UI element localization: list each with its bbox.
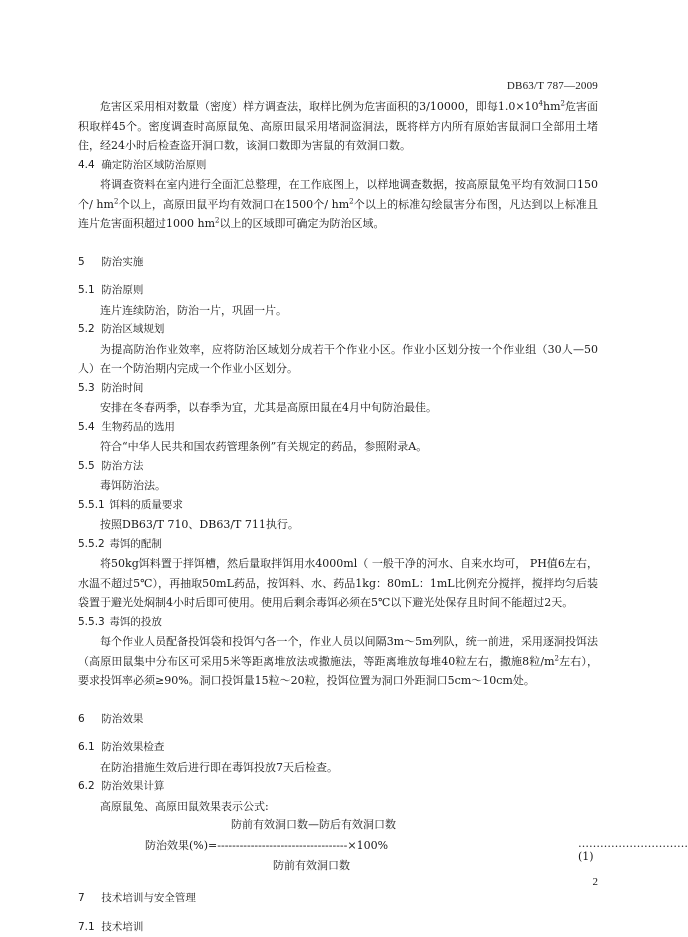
formula-lhs: 防治效果(%)= — [145, 839, 217, 852]
heading-5-5-3: 5.5.3 毒饵的投放 — [78, 613, 598, 633]
paragraph-principle: 连片连续防治，防治一片，巩固一片。 — [78, 301, 598, 321]
paragraph-zone-planning: 为提高防治作业效率，应将防治区域划分成若干个作业小区。作业小区划分按一个作业组（30人—50人）在一个防治期内完成一个作业小区划分。 — [78, 340, 598, 379]
heading-5-3: 5.3 防治时间 — [78, 379, 598, 399]
heading-5-5-2: 5.5.2 毒饵的配制 — [78, 535, 598, 555]
formula-main-line — [145, 837, 388, 853]
formula-fraction-bar: ----------------------------------- — [217, 839, 347, 852]
page-number: 2 — [593, 876, 599, 888]
paragraph-bait-preparation: 将50kg饵料置于拌饵槽，然后量取拌饵用水4000ml（ 一般干净的河水、自来水均可， PH值6左右，水温不超过5℃），再抽取50mL药品，按饵料、水、药品1kg：80mL：1mL比例充分搅拌，搅拌均匀后装袋置于避光处焖制4小时后即可使用。使用后剩余毒饵必须在5℃以下避光处保存且时间不能超过2天。 — [78, 554, 598, 613]
formula-denominator: 防前有效洞口数 — [273, 857, 350, 873]
paragraph-sampling: 危害区采用相对数量（密度）样方调查法，取样比例为危害面积的3/10000，即每$1.0\times 10^4hm^2$危害面积取样45个。密度调查时高原鼠兔、高原田鼠采用堵洞盗洞法，既将样方内所有原始害鼠洞口全部用土堵住，经24小时后检查盗开洞口数，该洞口数即为害鼠的有效洞口数。 — [78, 97, 598, 156]
heading-7: 7 技术培训与安全管理 — [78, 889, 598, 909]
heading-5-2: 5.2 防治区域规划 — [78, 320, 598, 340]
heading-5-5: 5.5 防治方法 — [78, 457, 598, 477]
paragraph-pesticide: 符合“中华人民共和国农药管理条例”有关规定的药品，参照附录A。 — [78, 437, 598, 457]
heading-4-4: 4.4 确定防治区域防治原则 — [78, 156, 598, 176]
efficacy-formula — [78, 816, 598, 880]
formula-rhs: ×100% — [347, 839, 388, 852]
paragraph-method: 毒饵防治法。 — [78, 476, 598, 496]
paragraph-area-determination: 将调查资料在室内进行全面汇总整理，在工作底图上，以样地调查数据，按高原鼠兔平均有效洞口150个/ $hm^2$个以上，高原田鼠平均有效洞口在1500个/ $hm^2$个以上的标准勾绘鼠害分布图，凡达到以上标准且连片危害面积超过1000 $hm^2$以上的区域即可确定为防治区域。 — [78, 175, 598, 234]
heading-5-5-1: 5.5.1 饵料的质量要求 — [78, 496, 598, 516]
paragraph-formula-intro: 高原鼠兔、高原田鼠效果表示公式: — [78, 797, 598, 817]
page-content — [78, 97, 598, 937]
heading-5: 5 防治实施 — [78, 253, 598, 273]
heading-6-1: 6.1 防治效果检查 — [78, 738, 598, 758]
paragraph-bait-placement: 每个作业人员配备投饵袋和投饵勺各一个，作业人员以间隔3m～5m列队，统一前进，采用逐洞投饵法（高原田鼠集中分布区可采用5米等距离堆放法或撒施法，等距离堆放每堆40粒左右，撒施8粒$/m^2$左右），要求投饵率必须≥90%。洞口投饵量15粒～20粒，投饵位置为洞口外距洞口5cm～10cm处。 — [78, 632, 598, 691]
heading-5-1: 5.1 防治原则 — [78, 281, 598, 301]
formula-equation-number: …………………………(1) — [578, 837, 688, 863]
paragraph-effect-check: 在防治措施生效后进行即在毒饵投放7天后检查。 — [78, 758, 598, 778]
standard-id: DB63/T 787—2009 — [507, 80, 598, 92]
formula-numerator: 防前有效洞口数—防后有效洞口数 — [231, 816, 396, 832]
heading-7-1: 7.1 技术培训 — [78, 918, 598, 937]
heading-5-4: 5.4 生物药品的选用 — [78, 418, 598, 438]
heading-6-2: 6.2 防治效果计算 — [78, 777, 598, 797]
paragraph-timing: 安排在冬春两季，以春季为宜，尤其是高原田鼠在4月中旬防治最佳。 — [78, 398, 598, 418]
paragraph-bait-quality: 按照DB63/T 710、DB63/T 711执行。 — [78, 515, 598, 535]
heading-6: 6 防治效果 — [78, 710, 598, 730]
